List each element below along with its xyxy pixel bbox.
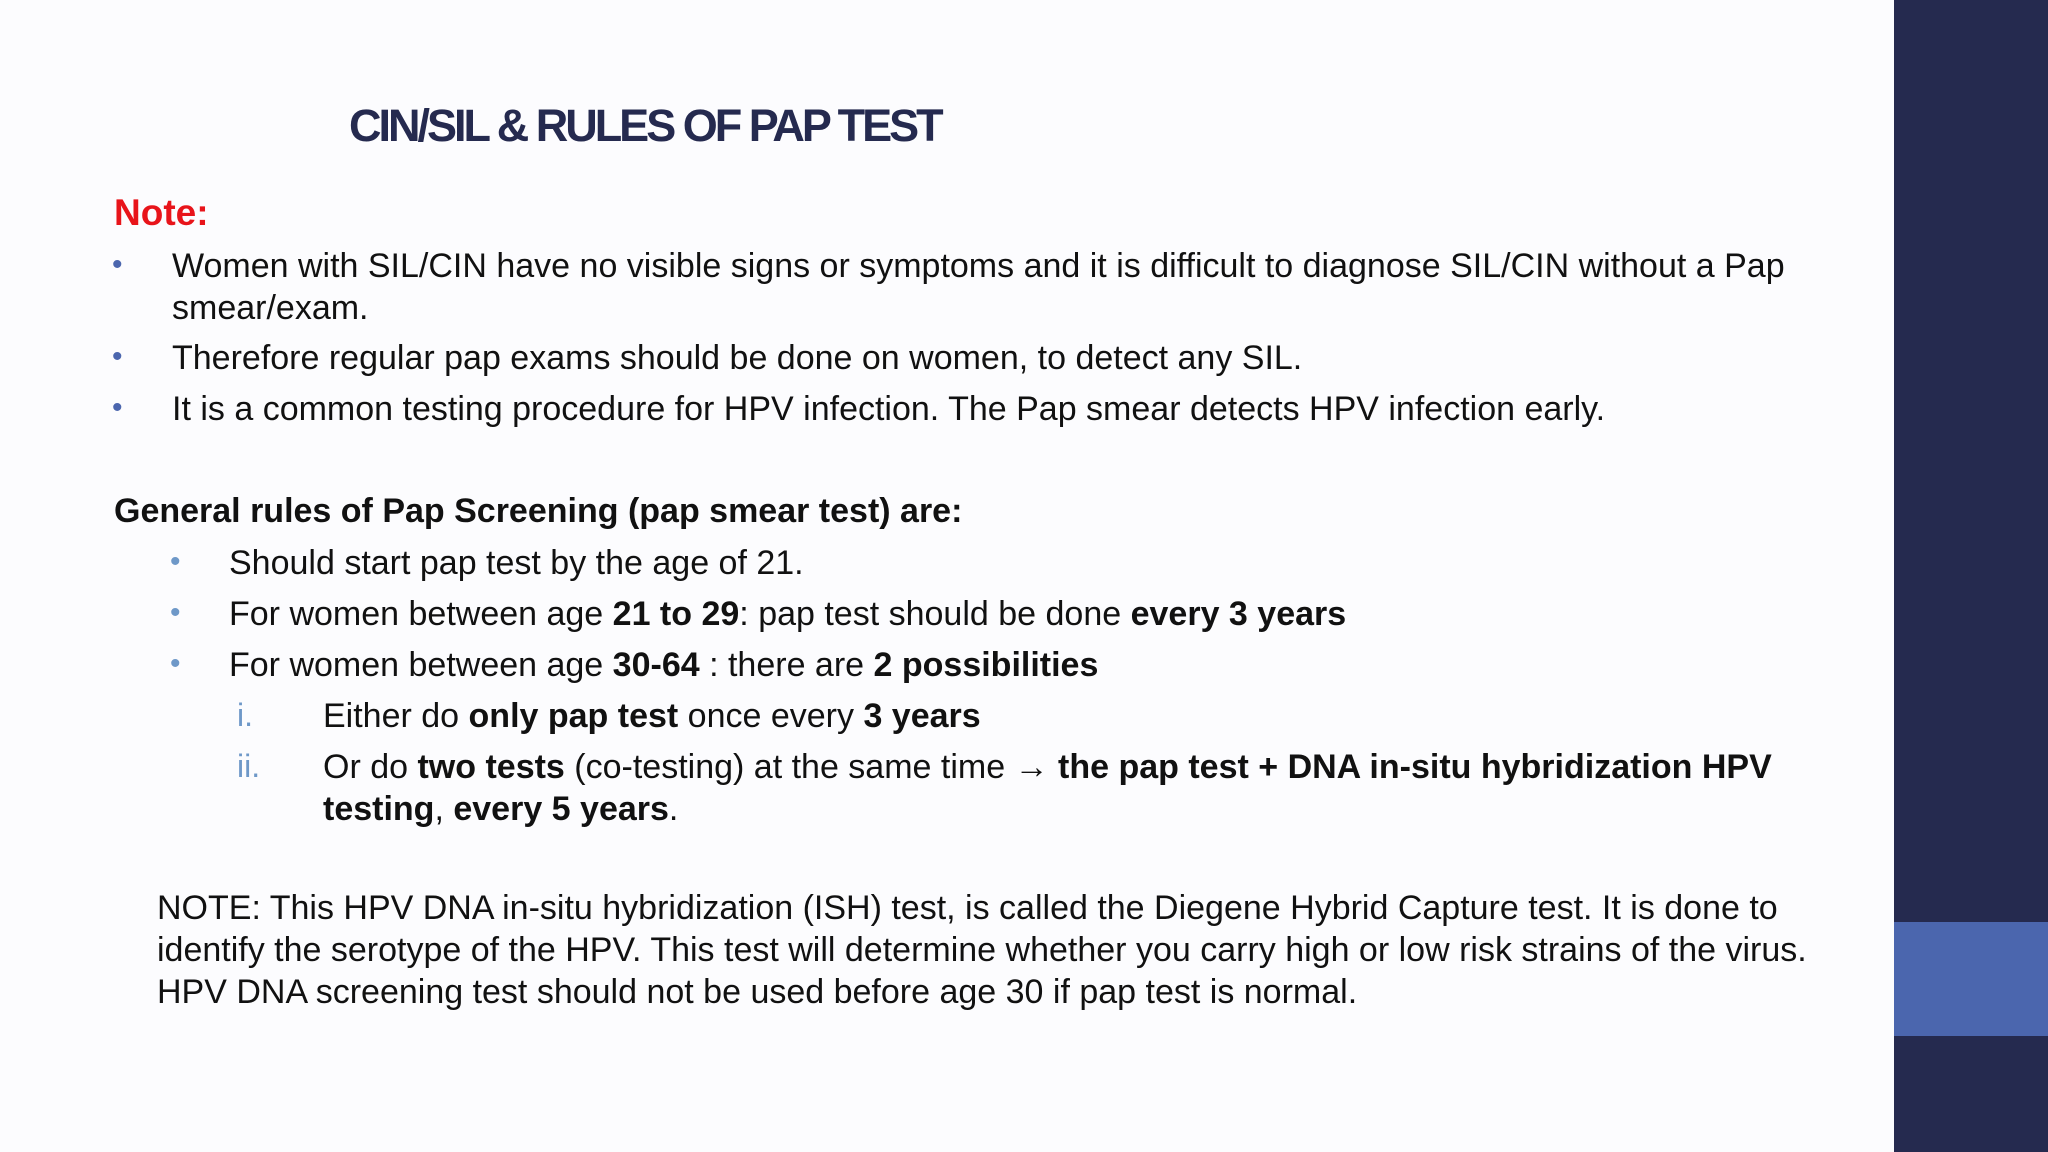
note-label: Note: (114, 192, 209, 233)
rule-2-age: 21 to 29 (612, 595, 740, 633)
possibility-2-text: Or do (323, 748, 418, 786)
final-note: NOTE: This HPV DNA in-situ hybridization (ISH) test, is called the Diegene Hybrid Capture test. It is done to identify the serotype of the HPV. This test will determine whether you carry high or low risk strains of the virus. HPV DNA screening test should not be used before age 30 if pap test is normal. (157, 889, 1807, 1011)
possibility-1-text: Either do (323, 697, 469, 735)
possibility-1-text: once every (678, 697, 864, 735)
roman-marker-ii: ii. (237, 748, 261, 784)
possibility-2-tests: the pap test + DNA in-situ hybridization HPV testing (323, 748, 1772, 828)
sidebar-accent (1894, 922, 2048, 1036)
roman-marker-i: i. (237, 697, 253, 733)
rule-2-text: : pap test should be done (739, 595, 1131, 633)
bullet-icon: • (170, 647, 181, 680)
rule-2-frequency: every 3 years (1130, 595, 1347, 633)
rule-2-text: For women between age (229, 595, 613, 633)
bullet-icon: • (112, 340, 123, 373)
rule-1: Should start pap test by the age of 21. (229, 544, 804, 582)
rule-3 (229, 644, 1829, 686)
rule-3-age: 30-64 (612, 646, 700, 684)
bullet-icon: • (170, 545, 181, 578)
rules-heading: General rules of Pap Screening (pap smear test) are: (114, 492, 963, 530)
possibility-2-text: . (668, 790, 679, 828)
bullet-icon: • (112, 248, 123, 281)
note-bullet-3: It is a common testing procedure for HPV infection. The Pap smear detects HPV infection early. (172, 390, 1606, 428)
rule-3-possibilities: 2 possibilities (873, 646, 1099, 684)
possibility-1-frequency: 3 years (863, 697, 981, 735)
bullet-icon: • (170, 596, 181, 629)
bullet-icon: • (112, 391, 123, 424)
rule-3-text: : there are (699, 646, 874, 684)
possibility-2 (323, 746, 1803, 830)
possibility-2-frequency: every 5 years (453, 790, 669, 828)
possibility-2-text: , (434, 790, 454, 828)
possibility-1-method: only pap test (468, 697, 679, 735)
possibility-2-text: (co-testing) at the same time (564, 748, 1015, 786)
note-bullet-2: Therefore regular pap exams should be done on women, to detect any SIL. (172, 339, 1303, 377)
slide-title: CIN/SIL & RULES OF PAP TEST (349, 100, 941, 151)
note-bullet-1: Women with SIL/CIN have no visible signs or symptoms and it is difficult to diagnose SIL/CIN without a Pap smear/exam. (172, 247, 1785, 327)
rule-2 (229, 593, 1829, 635)
possibility-2-method: two tests (417, 748, 565, 786)
arrow-right-icon: → (1014, 748, 1049, 786)
rule-3-text: For women between age (229, 646, 613, 684)
possibility-1 (323, 695, 1823, 737)
